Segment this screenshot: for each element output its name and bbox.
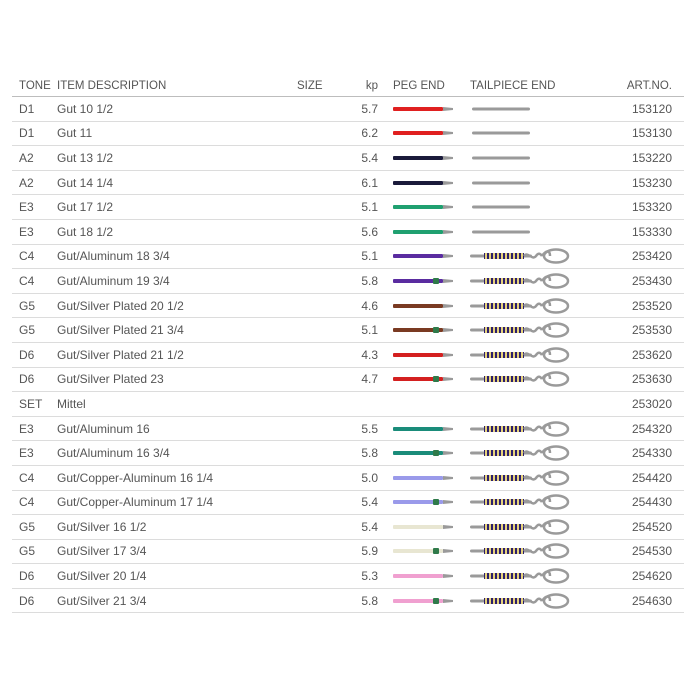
tailpiece-end-cell: [470, 195, 534, 219]
kp-cell: 5.5: [361, 421, 378, 436]
tailpiece-loop-icon: [470, 542, 574, 560]
peg-end-icon: [393, 202, 457, 212]
peg-end-icon: [393, 104, 457, 114]
description-cell: Gut/Silver Plated 20 1/2: [57, 298, 184, 313]
kp-cell: [342, 392, 378, 416]
tailpiece-end-cell: [470, 171, 534, 195]
peg-end-cell: [393, 564, 457, 588]
tailpiece-end-cell: [470, 122, 534, 146]
peg-end-cell: [393, 220, 457, 244]
table-header: [12, 79, 684, 97]
description-cell: Gut/Silver Plated 23: [57, 372, 164, 387]
peg-end-icon: [393, 571, 457, 581]
kp-cell: 5.7: [361, 101, 378, 116]
tailpiece-end-cell: [470, 589, 574, 613]
tailpiece-plain-icon: [470, 128, 534, 138]
peg-end-cell: [393, 466, 457, 490]
tailpiece-loop-icon: [470, 469, 574, 487]
tailpiece-end-cell: [470, 564, 574, 588]
peg-end-cell: [393, 294, 457, 318]
art-no-cell: 153230: [631, 175, 672, 190]
tailpiece-end-cell: [470, 515, 574, 539]
peg-end-icon: [393, 153, 457, 163]
tone-cell: G5: [19, 544, 36, 559]
peg-end-cell: [393, 269, 457, 293]
art-no-cell: 153320: [631, 200, 672, 215]
peg-end-icon: [393, 546, 457, 556]
art-no-cell: 153330: [631, 224, 672, 239]
tailpiece-loop-icon: [470, 567, 574, 585]
description-cell: Gut/Copper-Aluminum 16 1/4: [57, 470, 214, 485]
table-row: [12, 171, 684, 196]
header-kp: kp: [365, 80, 378, 92]
tailpiece-end-cell: [470, 368, 574, 392]
peg-end-cell: [393, 515, 457, 539]
peg-end-cell: [393, 146, 457, 170]
description-cell: Gut 14 1/4: [57, 175, 114, 190]
kp-cell: 4.7: [361, 372, 378, 387]
tailpiece-end-cell: [470, 417, 574, 441]
art-no-cell: 253520: [631, 298, 672, 313]
tone-cell: A2: [19, 175, 34, 190]
table-row: [12, 441, 684, 466]
art-no-cell: 254630: [631, 593, 672, 608]
tailpiece-plain-icon: [470, 178, 534, 188]
art-no-cell: 253530: [631, 323, 672, 338]
peg-end-icon: [393, 522, 457, 532]
table-row: [12, 392, 684, 417]
peg-end-cell: [393, 343, 457, 367]
tone-cell: E3: [19, 200, 34, 215]
string-table: [12, 79, 684, 613]
table-row: [12, 195, 684, 220]
tailpiece-loop-icon: [470, 370, 574, 388]
table-row: [12, 368, 684, 393]
peg-end-cell: [393, 417, 457, 441]
table-row: [12, 294, 684, 319]
tailpiece-end-cell: [470, 220, 534, 244]
kp-cell: 4.6: [361, 298, 378, 313]
table-body: [12, 97, 684, 613]
kp-cell: 5.6: [361, 224, 378, 239]
table-row: [12, 417, 684, 442]
peg-end-cell: [393, 195, 457, 219]
kp-cell: 5.3: [361, 569, 378, 584]
kp-cell: 5.4: [361, 495, 378, 510]
kp-cell: 5.8: [361, 273, 378, 288]
art-no-cell: 153130: [631, 126, 672, 141]
peg-end-icon: [393, 596, 457, 606]
art-no-cell: 253020: [631, 396, 672, 411]
tone-cell: C4: [19, 495, 35, 510]
description-cell: Gut/Silver 20 1/4: [57, 569, 147, 584]
tone-cell: E3: [19, 446, 34, 461]
art-no-cell: 254520: [631, 519, 672, 534]
tailpiece-loop-icon: [470, 444, 574, 462]
tone-cell: E3: [19, 224, 34, 239]
table-row: [12, 97, 684, 122]
table-row: [12, 146, 684, 171]
description-cell: Gut/Silver Plated 21 3/4: [57, 323, 184, 338]
tone-cell: G5: [19, 298, 36, 313]
table-row: [12, 540, 684, 565]
description-cell: Gut/Copper-Aluminum 17 1/4: [57, 495, 214, 510]
kp-cell: 5.8: [361, 446, 378, 461]
tailpiece-loop-icon: [470, 518, 574, 536]
tailpiece-plain-icon: [470, 202, 534, 212]
tone-cell: A2: [19, 150, 34, 165]
tailpiece-plain-icon: [470, 153, 534, 163]
tailpiece-plain-icon: [470, 227, 534, 237]
art-no-cell: 253630: [631, 372, 672, 387]
tailpiece-end-cell: [470, 97, 534, 121]
peg-end-cell: [393, 171, 457, 195]
peg-end-cell: [393, 318, 457, 342]
tailpiece-loop-icon: [470, 493, 574, 511]
kp-cell: 5.0: [361, 470, 378, 485]
peg-end-icon: [393, 497, 457, 507]
tailpiece-end-cell: [470, 245, 574, 269]
description-cell: Gut 18 1/2: [57, 224, 114, 239]
tailpiece-end-cell: [470, 491, 574, 515]
peg-end-cell: [393, 245, 457, 269]
table-row: [12, 564, 684, 589]
peg-end-icon: [393, 276, 457, 286]
table-row: [12, 515, 684, 540]
description-cell: Gut/Aluminum 16 3/4: [57, 446, 170, 461]
peg-end-cell: [393, 368, 457, 392]
peg-end-cell: [393, 97, 457, 121]
tone-cell: G5: [19, 519, 36, 534]
header-peg-end: PEG END: [393, 80, 445, 92]
art-no-cell: 254620: [631, 569, 672, 584]
peg-end-icon: [393, 178, 457, 188]
peg-end-cell: [393, 122, 457, 146]
tailpiece-loop-icon: [470, 420, 574, 438]
tailpiece-end-cell: [470, 441, 574, 465]
peg-end-icon: [393, 473, 457, 483]
table-row: [12, 220, 684, 245]
peg-end-icon: [393, 424, 457, 434]
peg-end-icon: [393, 227, 457, 237]
description-cell: Gut/Aluminum 18 3/4: [57, 249, 170, 264]
kp-cell: 5.9: [361, 544, 378, 559]
kp-cell: 5.4: [361, 150, 378, 165]
peg-end-icon: [393, 251, 457, 261]
peg-end-icon: [393, 301, 457, 311]
kp-cell: 4.3: [361, 347, 378, 362]
description-cell: Gut 11: [57, 126, 93, 141]
tailpiece-end-cell: [470, 466, 574, 490]
peg-end-icon: [393, 325, 457, 335]
description-cell: Gut 13 1/2: [57, 150, 114, 165]
tailpiece-loop-icon: [470, 272, 574, 290]
tailpiece-end-cell: [470, 146, 534, 170]
table-row: [12, 269, 684, 294]
art-no-cell: 254320: [631, 421, 672, 436]
table-row: [12, 343, 684, 368]
description-cell: Gut 17 1/2: [57, 200, 114, 215]
tone-cell: SET: [19, 396, 43, 411]
tone-cell: E3: [19, 421, 34, 436]
kp-cell: 5.8: [361, 593, 378, 608]
table-row: [12, 466, 684, 491]
kp-cell: 5.1: [361, 249, 378, 264]
peg-end-icon: [393, 374, 457, 384]
description-cell: Gut 10 1/2: [57, 101, 114, 116]
tailpiece-loop-icon: [470, 321, 574, 339]
peg-end-icon: [393, 128, 457, 138]
description-cell: Gut/Silver Plated 21 1/2: [57, 347, 184, 362]
kp-cell: 5.1: [361, 200, 378, 215]
art-no-cell: 253620: [631, 347, 672, 362]
peg-end-cell: [393, 441, 457, 465]
tone-cell: C4: [19, 470, 35, 485]
table-row: [12, 589, 684, 614]
art-no-cell: 153220: [631, 150, 672, 165]
table-row: [12, 245, 684, 270]
header-description: ITEM DESCRIPTION: [57, 80, 167, 92]
table-row: [12, 491, 684, 516]
peg-end-cell: [393, 491, 457, 515]
tailpiece-end-cell: [470, 318, 574, 342]
description-cell: Gut/Aluminum 19 3/4: [57, 273, 170, 288]
kp-cell: 6.1: [361, 175, 378, 190]
kp-cell: 5.1: [361, 323, 378, 338]
tailpiece-loop-icon: [470, 346, 574, 364]
tailpiece-end-cell: [470, 269, 574, 293]
kp-cell: 5.4: [361, 519, 378, 534]
tailpiece-end-cell: [470, 540, 574, 564]
table-row: [12, 318, 684, 343]
description-cell: Gut/Silver 21 3/4: [57, 593, 147, 608]
art-no-cell: 254530: [631, 544, 672, 559]
tailpiece-plain-icon: [470, 104, 534, 114]
header-size: SIZE: [297, 80, 323, 92]
tailpiece-loop-icon: [470, 592, 574, 610]
tone-cell: C4: [19, 249, 35, 264]
tailpiece-end-cell: [470, 343, 574, 367]
description-cell: Gut/Silver 17 3/4: [57, 544, 147, 559]
header-tailpiece-end: TAILPIECE END: [470, 80, 556, 92]
tone-cell: C4: [19, 273, 35, 288]
peg-end-cell: [393, 540, 457, 564]
tone-cell: G5: [19, 323, 36, 338]
table-row: [12, 122, 684, 147]
tone-cell: D6: [19, 593, 35, 608]
tailpiece-end-cell: [470, 294, 574, 318]
header-tone: TONE: [19, 80, 51, 92]
description-cell: Mittel: [57, 396, 86, 411]
tone-cell: D6: [19, 569, 35, 584]
header-art-no: ART.NO.: [626, 80, 672, 92]
tailpiece-loop-icon: [470, 247, 574, 265]
kp-cell: 6.2: [361, 126, 378, 141]
tone-cell: D1: [19, 126, 35, 141]
art-no-cell: 254330: [631, 446, 672, 461]
peg-end-icon: [393, 448, 457, 458]
art-no-cell: 253430: [631, 273, 672, 288]
tone-cell: D1: [19, 101, 35, 116]
art-no-cell: 254430: [631, 495, 672, 510]
description-cell: Gut/Silver 16 1/2: [57, 519, 147, 534]
peg-end-icon: [393, 350, 457, 360]
art-no-cell: 253420: [631, 249, 672, 264]
tailpiece-loop-icon: [470, 297, 574, 315]
art-no-cell: 254420: [631, 470, 672, 485]
art-no-cell: 153120: [631, 101, 672, 116]
peg-end-cell: [393, 589, 457, 613]
tone-cell: D6: [19, 372, 35, 387]
description-cell: Gut/Aluminum 16: [57, 421, 150, 436]
tone-cell: D6: [19, 347, 35, 362]
